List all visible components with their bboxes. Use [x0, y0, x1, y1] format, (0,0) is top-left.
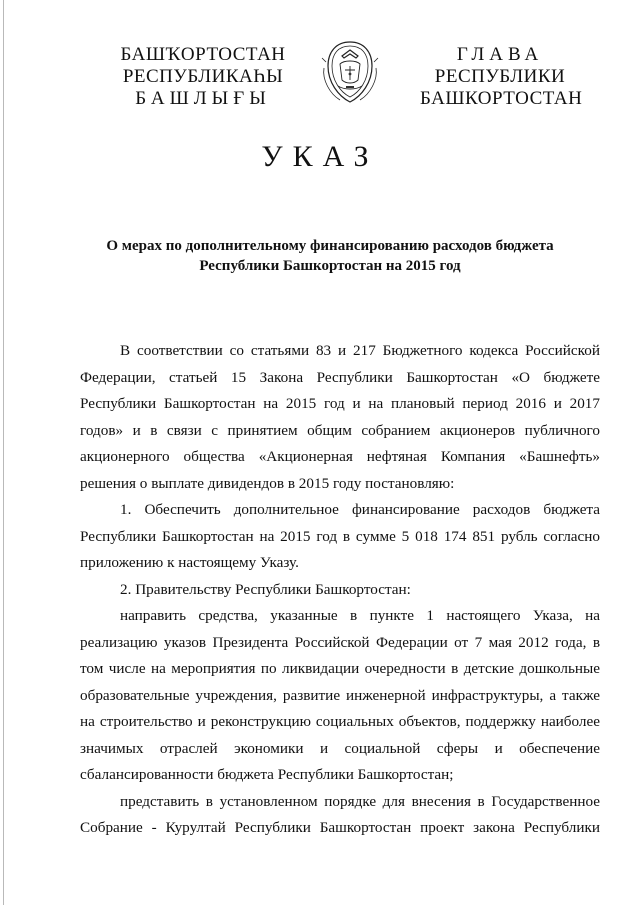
subject-line-1: О мерах по дополнительному финансированию расходов бюджета: [106, 238, 554, 254]
scan-edge-line: [3, 0, 4, 905]
paragraph-item-2: 2. Правительству Республики Башкортостан:: [120, 580, 411, 598]
header-left-line-1: БАШҠОРТОСТАН: [120, 44, 286, 65]
header-right-line-3: БАШКОРТОСТАН: [420, 88, 583, 109]
paragraph-item-1: 1. Обеспечить дополнительное финансирование расходов бюджета Республики Башкортостан на 2015 год в сумме 5 018 174 851 рубль согласно приложению к настоящему Указу.: [80, 501, 600, 571]
header-bashkir: [118, 44, 288, 110]
header-left-line-2: РЕСПУБЛИКАҺЫ: [122, 66, 284, 87]
subject-line-2: Республики Башкортостан на 2015 год: [199, 258, 461, 274]
header-russian: [420, 44, 583, 110]
document-body: [80, 338, 600, 842]
coat-of-arms-icon: [318, 36, 382, 108]
header-right-line-2: РЕСПУБЛИКИ: [434, 66, 566, 87]
paragraph-item-2-submit: представить в установленном порядке для внесения в Государственное Собрание - Курултай Республики Башкортостан проект закона Республики: [80, 792, 600, 836]
document-title: УКАЗ: [261, 140, 379, 173]
document-subject: [70, 236, 590, 276]
paragraph-item-2-direct: направить средства, указанные в пункте 1 настоящего Указа, на реализацию указов Президента Российской Федерации от 7 мая 2012 года, в том числе на мероприятия по ликвидации очередности в детские дошкольные образовательные учреждения, развитие инженерной инфраструктуры, а также на строительство и реконструкцию социальных объектов, поддержку наиболее значимых отраслей экономики и социальной сферы и обеспечение сбалансированности бюджета Республики Башкортостан;: [80, 607, 600, 783]
header-left-line-3: БАШЛЫҒЫ: [135, 88, 271, 109]
header-right-line-1: ГЛАВА: [456, 44, 544, 65]
paragraph-preamble: В соответствии со статьями 83 и 217 Бюджетного кодекса Российской Федерации, статьей 15 Закона Республики Башкортостан «О бюджете Республики Башкортостан на 2015 год и на плановый период 2016 и 2017 годов» и в связи с принятием общим собранием акционеров публичного акционерного общества «Акционерная нефтяная Компания «Башнефть» решения о выплате дивидендов в 2015 году постановляю:: [80, 342, 600, 492]
